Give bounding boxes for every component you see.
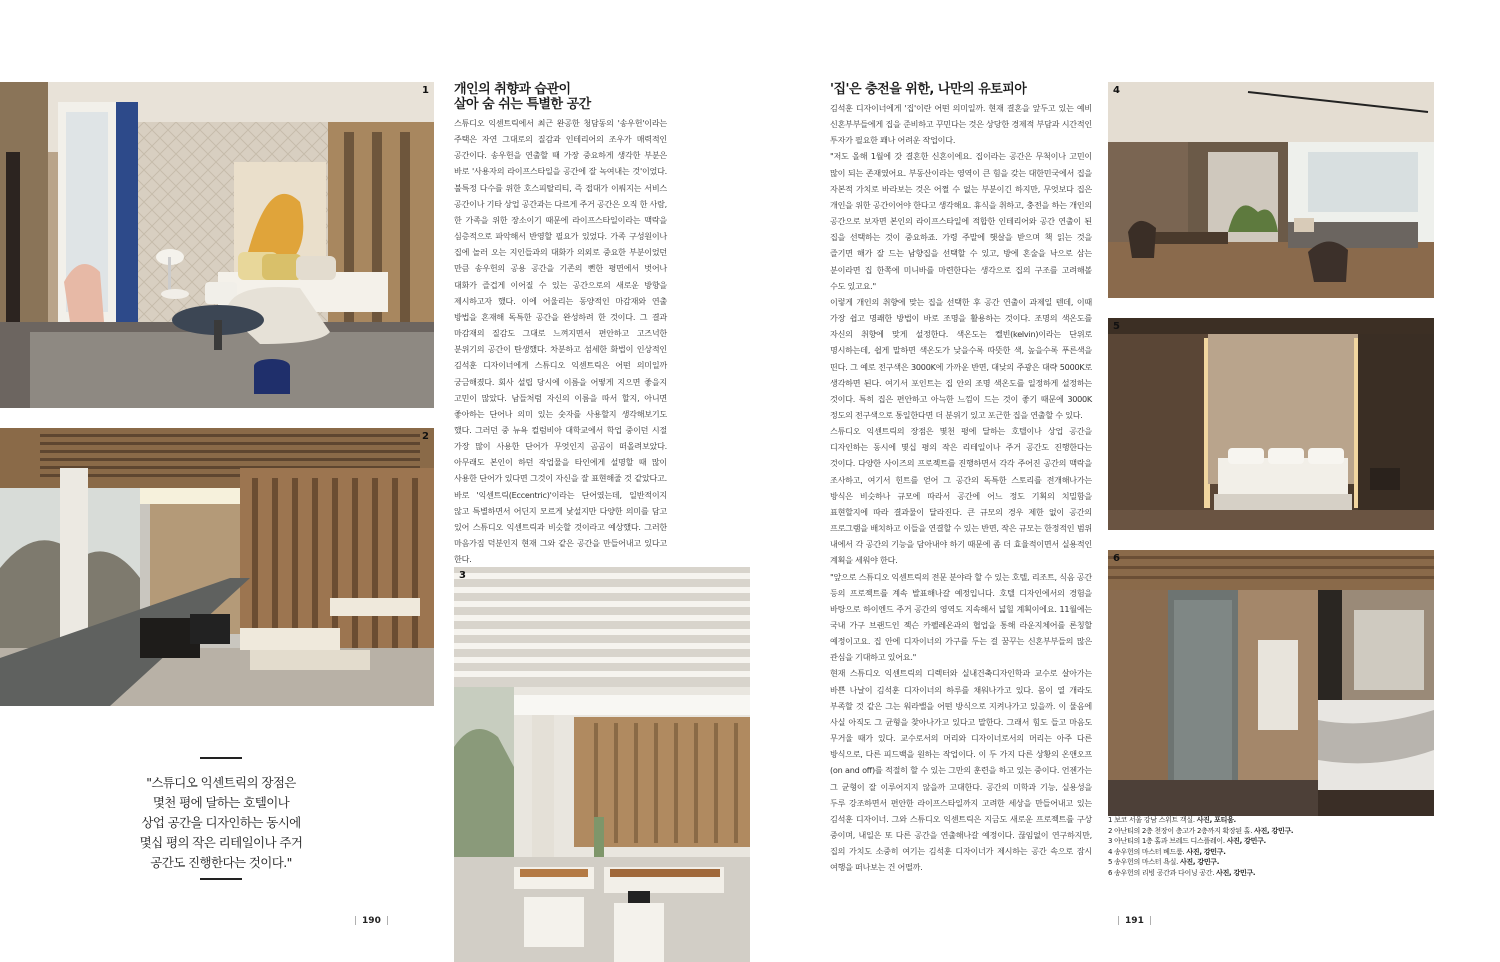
- photo-number: 3: [459, 570, 466, 581]
- photo-number: 1: [422, 85, 429, 96]
- article-paragraph: "앞으로 스튜디오 익센트릭의 전문 분야라 할 수 있는 호텔, 리조트, 식음 공간 등의 프로젝트를 계속 발표해나갈 예정입니다. 호텔 디자인에서의 경험을 바탕으로 하이엔드 주거 공간의 영역도 지속해서 넓힐 계획이에요. 11월에는 국내 가구 브랜드인 젝슨 카펠레온과의 협업을 통해 라운지체어를 론칭할 예정이고요. 집 안에 디자이너의 가구를 두는 걸 꿈꾸는 신혼부부들의 많은 관심을 기대하고 있어요.": [830, 571, 1092, 663]
- article-paragraph: 현재 스튜디오 익센트릭의 디렉터와 실내건축디자인학과 교수로 살아가는 바쁜 나날이 김석훈 디자이너의 하루를 채워나가고 있다. 몸이 열 개라도 부족할 것 같은 그는 워라밸을 어떤 방식으로 지켜나가고 있을까. 이 물음에 사실 아직도 그 균형을 찾아나가고 있다고 말한다. 그래서 힘도 들고 마음도 무거울 때가 있다. 교수로서의 머리와 디자이너로서의 머리는 아주 다른 방식으로, 다른 피드백을 원하는 작업이다. 이 두 가지 다른 상황의 온앤오프(on and off)를 적절히 할 수 있는 그만의 훈련을 하고 있는 중이다. 언젠가는 그 균형이 잘 이루어지지 않을까 고대한다. 공간의 미학과 기능, 실용성을 두루 강조하면서 편안한 라이프스타일까지 고려한 세상을 만들어내고 있는 김석훈 디자이너. 그와 스튜디오 익센트릭은 지금도 새로운 프로젝트를 구상 중이며, 내일은 또 다른 공간을 연출해나갈 예정이다. 끊임없이 연구하지만, 집의 가치도 소중히 여기는 김석훈 디자이너가 제시하는 공간 속으로 잠시 여행을 떠나보는 건 어떨까.: [830, 668, 1092, 873]
- right-heading: [830, 82, 1090, 97]
- article-paragraph: 스튜디오 익센트릭의 장점은 몇천 평에 달하는 호텔이나 상업 공간을 디자인하는 동시에 몇십 평의 작은 리테일이나 주거 공간도 진행한다는 것이다. 다양한 사이즈의 프로젝트를 진행하면서 각각 주어진 공간의 맥락을 조사하고, 여기서 힌트를 얻어 그 공간의 독특한 스토리를 전개해나가는 방식은 비슷하나 규모에 따라서 공간에 어느 정도 기획의 치밀함을 표현할지에 따라 결과물이 달라진다. 큰 규모의 경우 제한 없이 공간의 프로그램을 배치하고 이들을 연결할 수 있는 반면, 작은 규모는 한정적인 범위 내에서 각 공간의 기능을 담아내야 하기 때문에 좀 더 효율적이면서 실용적인 계획을 세워야 한다.: [830, 426, 1092, 566]
- quote-line: 상업 공간을 디자인하는 동시에: [141, 815, 301, 830]
- article-paragraph: "저도 올해 1월에 갓 결혼한 신혼이에요. 집이라는 공간은 무척이나 고민이 많이 되는 존재였어요. 부동산이라는 영역이 큰 힘을 갖는 대한민국에서 집을 자본적 가치로 바라보는 것은 어쩔 수 없는 부분이긴 하지만, 무엇보다 집은 개인을 위한 공간이어야 한다고 생각해요. 휴식을 취하고, 충전을 하는 개인의 공간으로 보자면 본인의 라이프스타일에 적합한 인테리어와 공간 연출이 된 집을 선택하는 것이 중요하죠. 가령 주말에 햇살을 받으며 책 읽는 것을 즐기면 해가 잘 드는 남향집을 선택할 수 있고, 방에 혼술을 낙으로 삼는 분이라면 집 한쪽에 미니바를 마련한다는 생각으로 집의 구조를 고려해볼 수도 있고요.": [830, 151, 1092, 291]
- quote-line: 몇십 평의 작은 리테일이나 주거: [139, 835, 303, 850]
- caption-item: 3 아난티의 1층 홀과 브레드 디스플레이. 사진, 강민구.: [1108, 837, 1266, 846]
- quote-line: 몇천 평에 달하는 호텔이나: [152, 795, 290, 810]
- quote-line: "스튜디오 익센트릭의 장점은: [146, 775, 296, 790]
- page-number: 191: [1125, 916, 1144, 926]
- pull-quote: [100, 773, 342, 873]
- article-paragraph: 이렇게 개인의 취향에 맞는 집을 선택한 후 공간 연출이 과제일 텐데, 이때 가장 쉽고 명쾌한 방법이 바로 조명을 활용하는 것이다. 조명의 색온도를 자신의 취향에 맞게 설정한다. 색온도는 켈빈(kelvin)이라는 단위로 명시하는데, 쉽게 말하면 색온도가 낮을수록 따뜻한 색, 높을수록 푸른색을 띤다. 그 예로 전구색은 3000K에 가까운 반면, 대낮의 주광은 대략 5000K로 생각하면 된다. 여기서 포인트는 집 안의 조명 색온도를 일정하게 설정하는 것이다. 특히 집은 편안하고 아늑한 느낌이 드는 것이 좋기 때문에 3000K 정도의 전구색으로 통일한다면 더 분위기 있고 포근한 집을 연출할 수 있다.: [830, 296, 1092, 420]
- photo-master-bathroom: [1108, 550, 1434, 816]
- photo-number: 5: [1113, 321, 1120, 332]
- photo-master-bedroom: [1108, 318, 1434, 530]
- photo-number: 4: [1113, 85, 1120, 96]
- quote-line: 공간도 진행한다는 것이다.": [150, 855, 292, 870]
- photo-living-dining: [1108, 82, 1434, 298]
- page-number: 190: [362, 916, 381, 926]
- caption-item: 4 송우헌의 마스터 베드룸. 사진, 강민구.: [1108, 847, 1226, 856]
- article-paragraph: 스튜디오 익센트릭에서 최근 완공한 청담동의 '송우헌'이라는 주택은 자연 그대로의 질감과 인테리어의 조우가 매력적인 공간이다. 송우헌을 연출할 때 가장 중요하게 생각한 부분은 바로 '사용자의 라이프스타일을 공간에 잘 녹여내는 것'이었다. 불특정 다수를 위한 호스피탈리티, 즉 접대가 이뤄지는 서비스 공간이나 기타 상업 공간과는 다르게 주거 공간은 오직 한 사람, 한 가족을 위한 장소이기 때문에 라이프스타일이라는 맥락을 심층적으로 파악해서 반영할 필요가 있었다. 가족 구성원이나 집에 놀러 오는 지인들과의 대화가 의외로 중요한 부분이었던 만큼 송우헌의 공용 공간을 기존의 뻔한 평면에서 벗어나 대화가 즐겁게 이어질 수 있는 공간으로의 새로운 방향을 제시하고자 했다. 이에 어울리는 동양적인 마감재와 연출 방법을 혼재해 독특한 공간을 완성하려 한 것이다. 그 결과 마감재의 질감도 그대로 느껴지면서 편안하고 고즈넉한 분위기의 공간이 탄생했다. 차분하고 섬세한 화법이 인상적인 김석훈 디자이너에게 스튜디오 익센트릭은 어떤 의미일까 궁금해졌다. 회사 설립 당시에 이름을 어떻게 지으면 좋을지 고민이 많았다. 남들처럼 자신의 이름을 따서 할지, 아니면 좋아하는 단어나 의미 있는 숫자를 사용할지 생각해보기도 했다. 그러던 중 뉴욕 컬럼비아 대학교에서 학업 중이던 시절 가장 많이 사용한 단어가 무엇인지 곰곰이 떠올려보았다. 아무래도 본인이 하던 작업물을 타인에게 설명할 때 많이 사용한 단어가 있다면 그것이 자신을 잘 표현해줄 것 같았다고. 바로 '익센트릭(Eccentric)'이라는 단어였는데, 일반적이지 않고 특별하면서 어딘지 모르게 낯설지만 다양한 의미를 담고 있어 스튜디오 익센트릭과 비슷할 것이라고 예상했다. 그러한 마음가짐 덕분인지 현재 그와 같은 공간을 만들어내고 있다고 한다.: [454, 118, 667, 565]
- caption-item: 1 보코 서울 강남 스위트 객실. 사진, 포티움.: [1108, 816, 1236, 824]
- quote-rule-bottom: [200, 878, 242, 880]
- caption-item: 6 송우헌의 리빙 공간과 다이닝 공간. 사진, 강민구.: [1108, 868, 1256, 877]
- photo-number: 2: [422, 431, 429, 442]
- left-article-body: [454, 115, 667, 565]
- heading-line: 살아 숨 쉬는 특별한 공간: [454, 97, 591, 112]
- photo-bakery-hall: [454, 567, 750, 962]
- right-article-body: [830, 100, 1092, 882]
- caption-item: 5 송우헌의 마스터 욕실. 사진, 강민구.: [1108, 858, 1220, 867]
- caption-item: 2 아난티의 2층 천장이 층고가 2층까지 확장된 홀. 사진, 강민구.: [1108, 826, 1294, 835]
- photo-captions: [1108, 815, 1348, 879]
- heading-line: '집'은 충전을 위한, 나만의 유토피아: [830, 82, 1027, 97]
- photo-hotel-suite: [0, 82, 434, 408]
- left-heading: [454, 82, 664, 112]
- heading-line: 개인의 취향과 습관이: [454, 82, 571, 97]
- page-number-left: | 190 |: [354, 916, 389, 926]
- quote-rule-top: [200, 757, 242, 759]
- photo-resort-hall: [0, 428, 434, 706]
- photo-number: 6: [1113, 553, 1120, 564]
- page-number-right: | 191 |: [1117, 916, 1152, 926]
- article-paragraph: 김석훈 디자이너에게 '집'이란 어떤 의미일까. 현재 결혼을 앞두고 있는 예비 신혼부부들에게 집을 준비하고 꾸민다는 것은 상당한 경제적 부담과 시간적인 투자가 필요한 꽤나 어려운 작업이다.: [830, 103, 1092, 146]
